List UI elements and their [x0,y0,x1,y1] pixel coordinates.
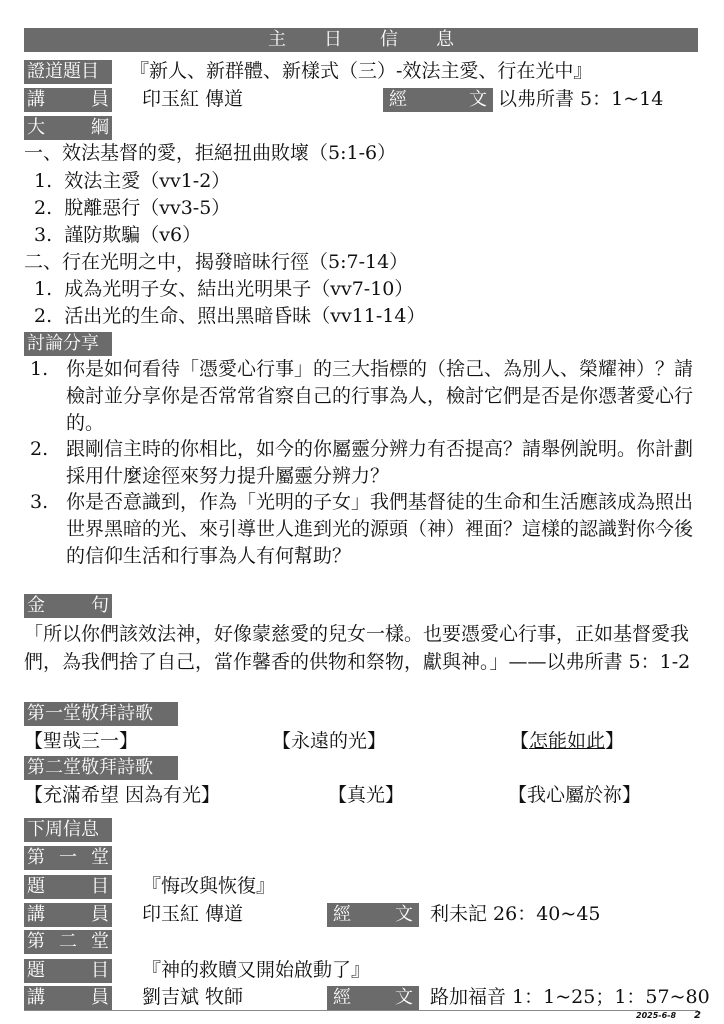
outline-label [24,116,112,140]
outline-item: 3. 謹防欺騙（v6） [28,224,202,246]
service1-topic-label-b: 目 [91,876,109,897]
service2-label-b: 二 [59,931,77,952]
worship1-song-bracket-open: 【 [510,730,530,752]
topic-label: 證道題目 [24,60,112,84]
service1-topic-label [24,875,112,899]
worship1-song [510,728,624,754]
worship1-song: 【永遠的光】 [272,730,387,752]
service1-topic: 『悔改與恢復』 [142,875,276,897]
outline-item: 一、效法基督的愛，拒絕扭曲敗壞（5:1-6） [24,142,397,164]
worship1-song: 【聖哉三一】 [24,730,139,752]
discussion-num: 1. [30,358,49,380]
outline-label-b: 綱 [91,117,109,138]
discussion-item: 你是如何看待「憑愛心行事」的三大指標的（捨己、為別人、榮耀神）？請檢討並分享你是否常常省察自己的行事為人，檢討它們是否是你憑著愛心行的。 [66,358,694,434]
speaker-label-b: 員 [91,89,109,110]
outline-item: 2. 活出光的生命、照出黑暗昏昧（vv11-14） [28,305,426,327]
worship2-label: 第二堂敬拜詩歌 [24,756,178,780]
discussion-num: 3. [30,491,49,513]
sermon-speaker: 印玉紅 傳道 [142,88,244,110]
service2-topic-label-b: 目 [91,960,109,981]
worship2-song: 【我心屬於祢】 [508,784,642,806]
service2-speaker-label-a: 講 [27,987,45,1008]
footer-divider [24,1010,698,1011]
outline-item: 2. 脫離惡行（vv3-5） [28,197,231,219]
worship1-song-bracket-close: 】 [605,730,625,752]
sermon-topic: 『新人、新群體、新樣式（三）-效法主愛、行在光中』 [130,60,593,82]
worship2-song: 【真光】 [328,784,405,806]
discussion-label: 討論分享 [24,332,112,356]
service2-speaker: 劉吉斌 牧師 [142,986,244,1008]
outline-item: 1. 效法主愛（vv1-2） [28,170,231,192]
service1-speaker: 印玉紅 傳道 [142,903,244,925]
service2-scripture-label-b: 文 [395,987,413,1008]
service1-topic-label-a: 題 [27,876,45,897]
page-title: 主日信息 [24,28,698,52]
service2-topic-label [24,959,112,983]
service1-label [24,846,112,870]
discussion-num: 2. [30,438,49,460]
service1-scripture-label-b: 文 [395,904,413,925]
speaker-label-a: 講 [27,89,45,110]
sermon-scripture: 以弗所書 5：1~14 [498,88,664,110]
worship1-song-title: 怎能如此 [529,730,606,752]
service2-label [24,930,112,954]
service1-label-a: 第 [27,847,45,868]
service2-topic-label-a: 題 [27,960,45,981]
service1-speaker-label-b: 員 [91,904,109,925]
service1-scripture: 利未記 26：40~45 [430,903,601,925]
service2-scripture-label [327,986,419,1010]
discussion-item: 你是否意識到，作為「光明的子女」我們基督徒的生命和生活應該成為照出世界黑暗的光、來引導世人進到光的源頭（神）裡面？這樣的認識對你今後的信仰生活和行事為人有何幫助？ [66,491,694,567]
scripture-label-a: 經 [389,89,407,110]
service1-scripture-label-a: 經 [333,904,351,925]
footer-date: 2025-6-8 [636,1011,677,1020]
service1-speaker-label-a: 講 [27,904,45,925]
service1-label-b: 一 [59,847,77,868]
outline-item: 1. 成為光明子女、結出光明果子（vv7-10） [28,278,414,300]
outline-label-a: 大 [27,117,45,138]
service2-speaker-label-b: 員 [91,987,109,1008]
service2-label-a: 第 [27,931,45,952]
next-week-label: 下周信息 [24,818,112,842]
worship1-label: 第一堂敬拜詩歌 [24,702,178,726]
golden-verse-label-a: 金 [27,595,45,616]
speaker-label [24,88,112,112]
golden-verse-label [24,594,112,618]
scripture-label-b: 文 [469,89,487,110]
service2-scripture-label-a: 經 [333,987,351,1008]
service2-speaker-label [24,986,112,1010]
service2-label-c: 堂 [91,931,109,952]
outline-item: 二、行在光明之中，揭發暗昧行徑（5:7-14） [24,251,409,273]
worship2-song: 【充滿希望 因為有光】 [24,784,221,806]
scripture-label [383,88,493,112]
golden-verse-text: 「所以你們該效法神，好像蒙慈愛的兒女一樣。也要憑愛心行事，正如基督愛我們，為我們捨了自己，當作馨香的供物和祭物，獻與神。」——以弗所書 5：1-2 [24,623,691,673]
service1-speaker-label [24,903,112,927]
service1-scripture-label [327,903,419,927]
discussion-item: 跟剛信主時的你相比，如今的你屬靈分辨力有否提高？請舉例說明。你計劃採用什麼途徑來努力提升屬靈分辨力？ [66,438,694,487]
service2-scripture: 路加福音 1：1~25；1：57~80 [430,986,710,1008]
service2-topic: 『神的救贖又開始啟動了』 [142,959,371,981]
service1-label-c: 堂 [91,847,109,868]
golden-verse-label-b: 句 [91,595,109,616]
page-number: 2 [694,1010,701,1021]
